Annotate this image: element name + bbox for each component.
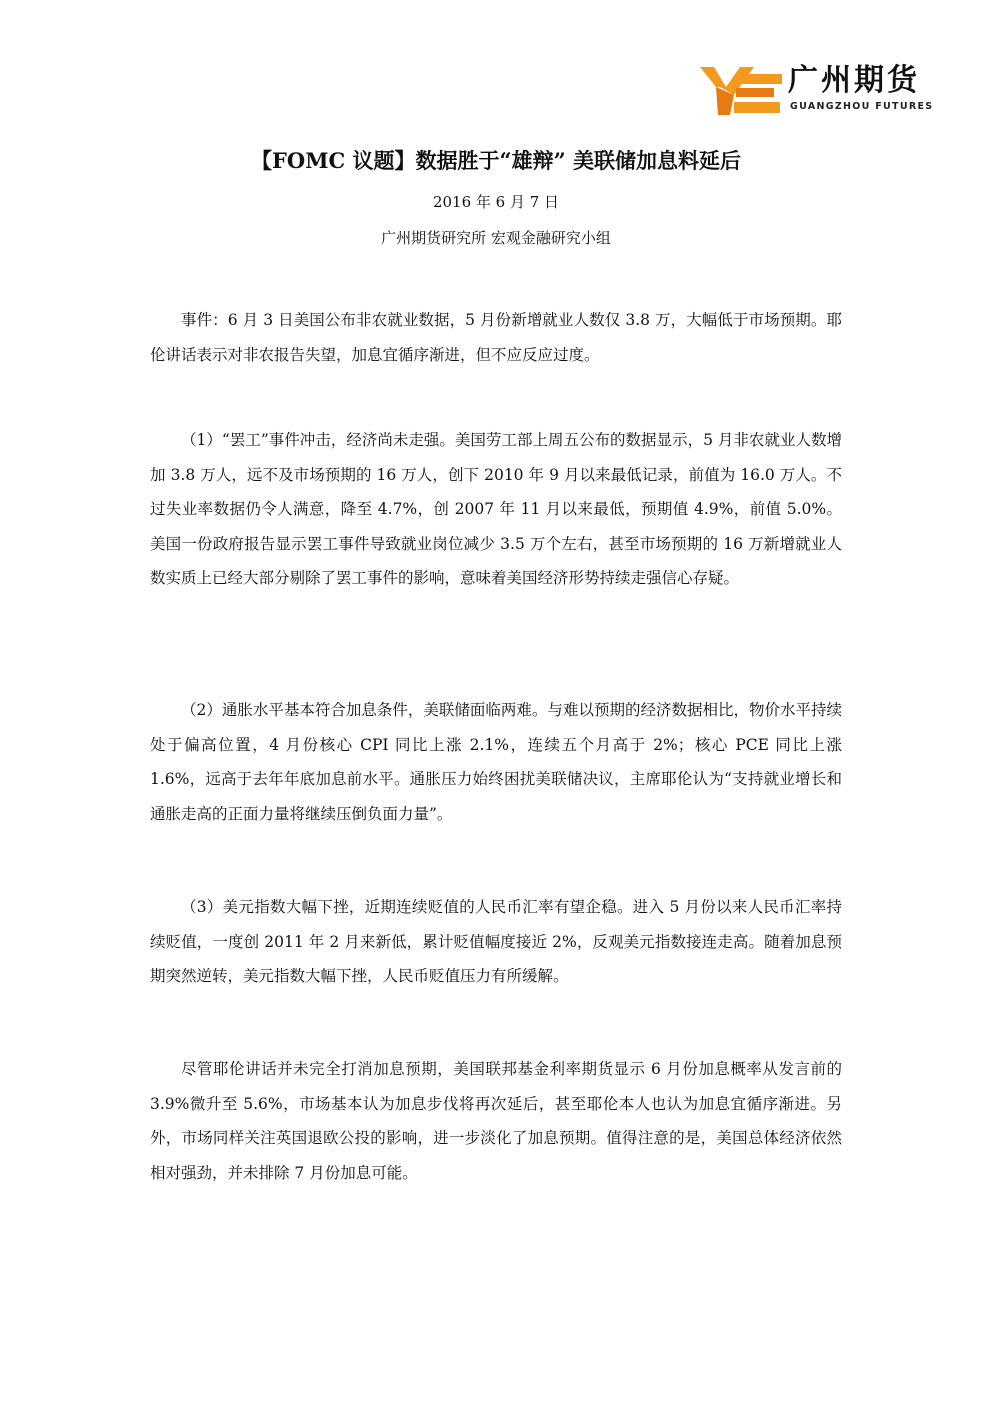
document-title: 【FOMC 议题】数据胜于“雄辩” 美联储加息料延后 xyxy=(251,148,741,173)
paragraph-point-3: （3）美元指数大幅下挫，近期连续贬值的人民币汇率有望企稳。进入 5 月份以来人民币汇率持续贬值，一度创 2011 年 2 月来新低，累计贬值幅度接近 2%，反观美元指数接连走高。随着加息预期突然逆转，美元指数大幅下挫，人民币贬值压力有所缓解。 xyxy=(150,898,842,986)
logo-chinese-name: 广州期货 xyxy=(788,63,920,98)
paragraph-event: 事件：6 月 3 日美国公布非农就业数据，5 月份新增就业人数仅 3.8 万，大幅低于市场预期。耶伦讲话表示对非农报告失望，加息宜循序渐进，但不应反应过度。 xyxy=(150,311,842,364)
document-date: 2016 年 6 月 7 日 xyxy=(432,193,560,211)
paragraph-point-1: （1）“罢工”事件冲击，经济尚未走强。美国劳工部上周五公布的数据显示，5 月非农就业人数增加 3.8 万人，远不及市场预期的 16 万人，创下 2010 年 9 月以来最低记录，前值为 16.0 万人。不过失业率数据仍令人满意，降至 4.7%，创 2007 年 11 月以来最低，预期值 4.9%，前值 5.0%。美国一份政府报告显示罢工事件导致就业岗位减少 3.5 万个左右，甚至市场预期的 16 万新增就业人数实质上已经大部分剔除了罢工事件的影响，意味着美国经济形势持续走强信心存疑。 xyxy=(150,431,842,588)
logo-english-name: GUANGZHOU FUTURES xyxy=(790,101,934,112)
company-logo xyxy=(700,62,932,122)
paragraph-conclusion: 尽管耶伦讲话并未完全打消加息预期，美国联邦基金利率期货显示 6 月份加息概率从发言前的 3.9%微升至 5.6%，市场基本认为加息步伐将再次延后，甚至耶伦本人也认为加息宜循序渐进。另外，市场同样关注英国退欧公投的影响，进一步淡化了加息预期。值得注意的是，美国总体经济依然相对强劲，并未排除 7 月份加息可能。 xyxy=(150,1060,842,1182)
document-author: 广州期货研究所 宏观金融研究小组 xyxy=(381,229,611,247)
paragraph-point-2: （2）通胀水平基本符合加息条件，美联储面临两难。与难以预期的经济数据相比，物价水平持续处于偏高位置，4 月份核心 CPI 同比上涨 2.1%，连续五个月高于 2%；核心 PCE 同比上涨 1.6%，远高于去年年底加息前水平。通胀压力始终困扰美联储决议，主席耶伦认为“支持就业增长和通胀走高的正面力量将继续压倒负面力量”。 xyxy=(150,701,842,823)
guangzhou-futures-logo-icon xyxy=(700,65,784,117)
